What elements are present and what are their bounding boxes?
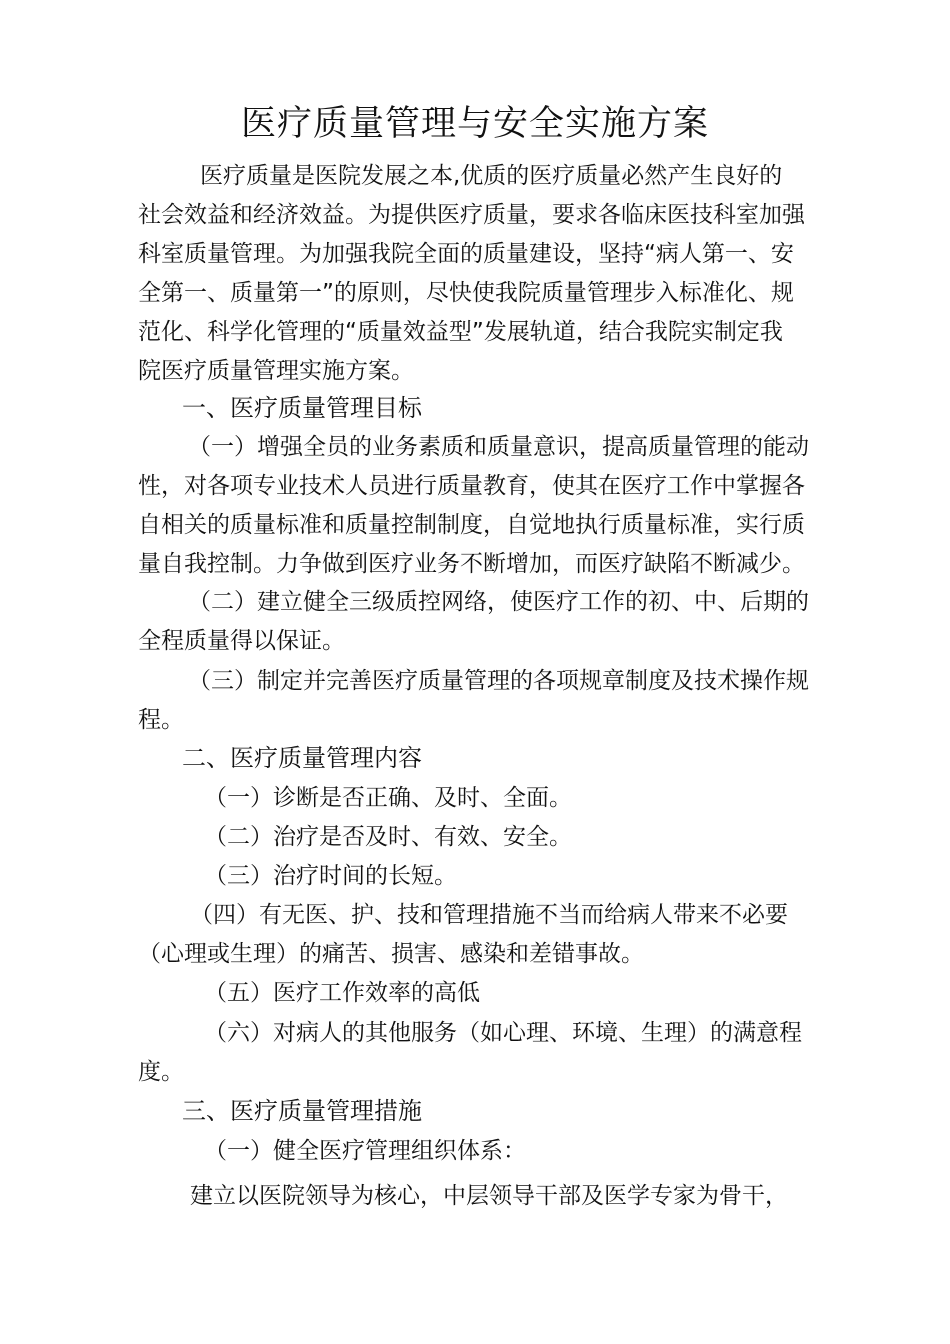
section2-item6-line: （六）对病人的其他服务（如心理、环境、生理）的满意程 [204,1020,802,1046]
section2-item: （二）治疗是否及时、有效、安全。 [204,824,572,850]
section1-item1-line: 量自我控制。力争做到医疗业务不断增加，而医疗缺陷不断减少。 [138,551,805,577]
section-heading: 三、医疗质量管理措施 [182,1097,422,1125]
document-title: 医疗质量管理与安全实施方案 [240,104,709,144]
section2-item4-line: （心理或生理）的痛苦、损害、感染和差错事故。 [138,941,644,967]
intro-line: 社会效益和经济效益。为提供医疗质量，要求各临床医技科室加强 [138,202,805,228]
section1-item3-line: （三）制定并完善医疗质量管理的各项规章制度及技术操作规 [188,668,809,694]
intro-line: 科室质量管理。为加强我院全面的质量建设，坚持“病人第一、安 [138,241,794,267]
intro-line: 医疗质量是医院发展之本,优质的医疗质量必然产生良好的 [200,163,783,189]
section2-item: （三）治疗时间的长短。 [204,863,457,889]
section2-item: （五）医疗工作效率的高低 [204,980,480,1006]
section1-item2-line: 全程质量得以保证。 [138,628,345,654]
section1-item1-line: 性，对各项专业技术人员进行质量教育，使其在医疗工作中掌握各 [138,473,805,499]
section1-item3-line: 程。 [138,707,184,733]
section1-item2-line: （二）建立健全三级质控网络，使医疗工作的初、中、后期的 [188,589,809,615]
section-heading: 一、医疗质量管理目标 [182,394,422,422]
section3-paragraph-line: 建立以医院领导为核心，中层领导干部及医学专家为骨干， [190,1183,788,1209]
section1-item1-line: 自相关的质量标准和质量控制制度，自觉地执行质量标准，实行质 [138,512,805,538]
intro-line: 全第一、质量第一”的原则，尽快使我院质量管理步入标准化、规 [138,280,794,306]
section2-item: （一）诊断是否正确、及时、全面。 [204,785,572,811]
section1-item1-line: （一）增强全员的业务素质和质量意识，提高质量管理的能动 [188,434,809,460]
intro-line: 院医疗质量管理实施方案。 [138,358,414,384]
section2-item4-line: （四）有无医、护、技和管理措施不当而给病人带来不必要 [190,902,788,928]
section2-item6-line: 度。 [138,1059,184,1085]
section3-item: （一）健全医疗管理组织体系： [204,1138,526,1164]
section-heading: 二、医疗质量管理内容 [182,744,422,772]
intro-line: 范化、科学化管理的“质量效益型”发展轨道，结合我院实制定我 [138,319,783,345]
